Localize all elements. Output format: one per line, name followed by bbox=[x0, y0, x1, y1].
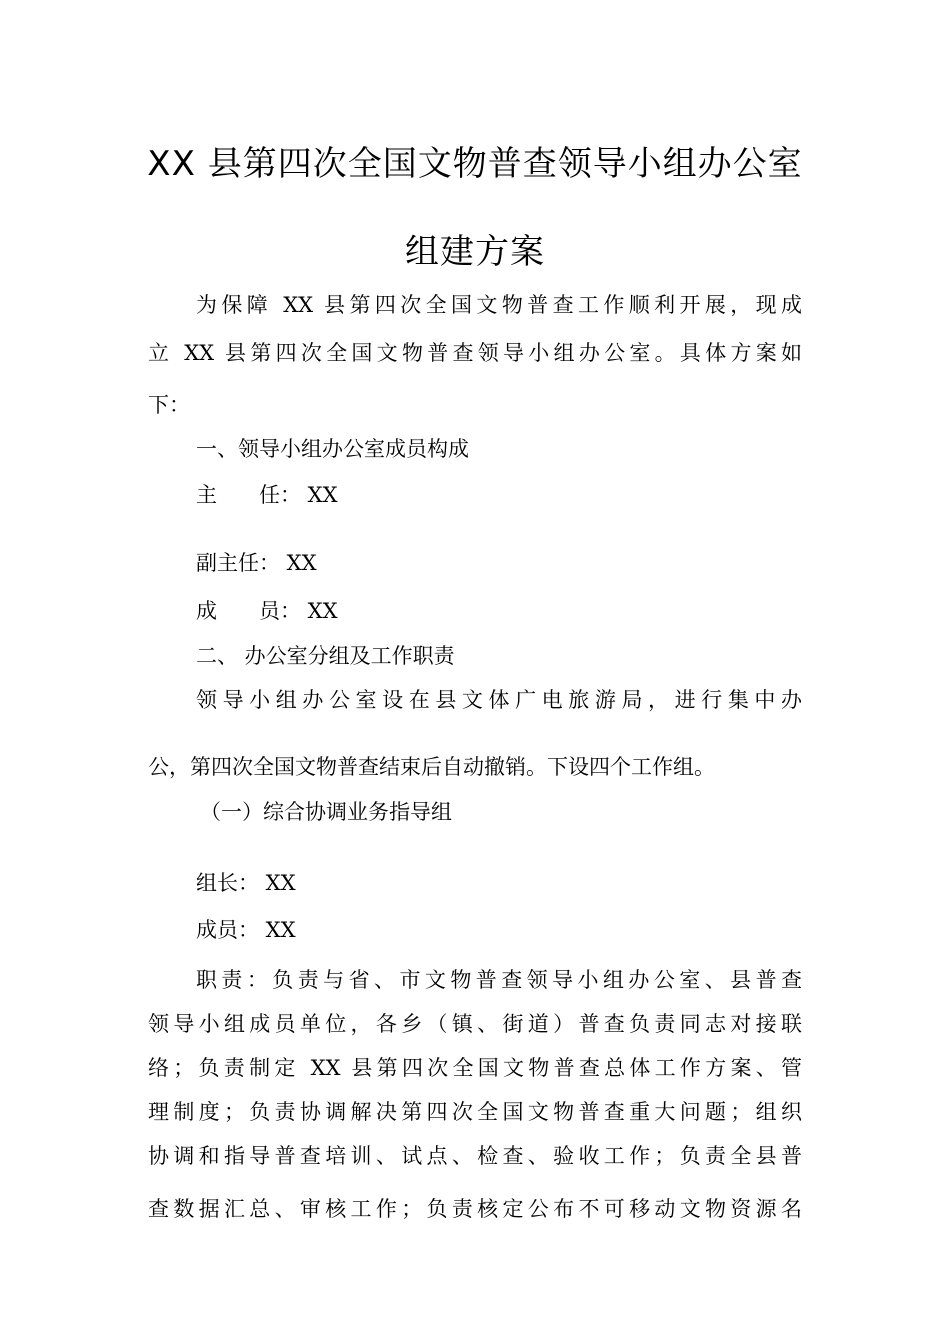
members-line: 成 员： XX bbox=[196, 599, 338, 623]
group1-duties-line-2: 领导小组成员单位，各乡（镇、街道）普查负责同志对接联 bbox=[148, 1012, 802, 1036]
group1-heading: （一）综合协调业务指导组 bbox=[200, 800, 452, 824]
group1-duties-line-3: 络；负责制定 XX 县第四次全国文物普查总体工作方案、管 bbox=[148, 1056, 802, 1080]
section1-heading: 一、领导小组办公室成员构成 bbox=[196, 437, 469, 461]
deputy-director-line: 副主任： XX bbox=[196, 551, 317, 575]
intro-line-3: 下： bbox=[148, 393, 190, 417]
section2-text-line-1: 领导小组办公室设在县文体广电旅游局，进行集中办 bbox=[196, 688, 802, 712]
section2-text-line-2: 公，第四次全国文物普查结束后自动撤销。下设四个工作组。 bbox=[148, 755, 715, 779]
intro-line-1: 为保障 XX 县第四次全国文物普查工作顺利开展，现成 bbox=[196, 293, 802, 317]
document-title-line-2: 组建方案 bbox=[405, 232, 545, 272]
group1-duties-line-6: 查数据汇总、审核工作；负责核定公布不可移动文物资源名 bbox=[148, 1197, 802, 1221]
group1-duties-line-1: 职责：负责与省、市文物普查领导小组办公室、县普查 bbox=[196, 968, 802, 992]
group1-duties-line-4: 理制度；负责协调解决第四次全国文物普查重大问题；组织 bbox=[148, 1100, 802, 1124]
group1-duties-line-5: 协调和指导普查培训、试点、检查、验收工作；负责全县普 bbox=[148, 1144, 802, 1168]
section2-heading: 二、 办公室分组及工作职责 bbox=[196, 644, 455, 668]
document-title-line-1: XX 县第四次全国文物普查领导小组办公室 bbox=[147, 144, 803, 184]
group1-members: 成员： XX bbox=[196, 918, 296, 942]
group1-leader: 组长： XX bbox=[196, 871, 296, 895]
director-line: 主 任： XX bbox=[196, 483, 338, 507]
intro-line-2: 立 XX 县第四次全国文物普查领导小组办公室。具体方案如 bbox=[148, 341, 802, 365]
